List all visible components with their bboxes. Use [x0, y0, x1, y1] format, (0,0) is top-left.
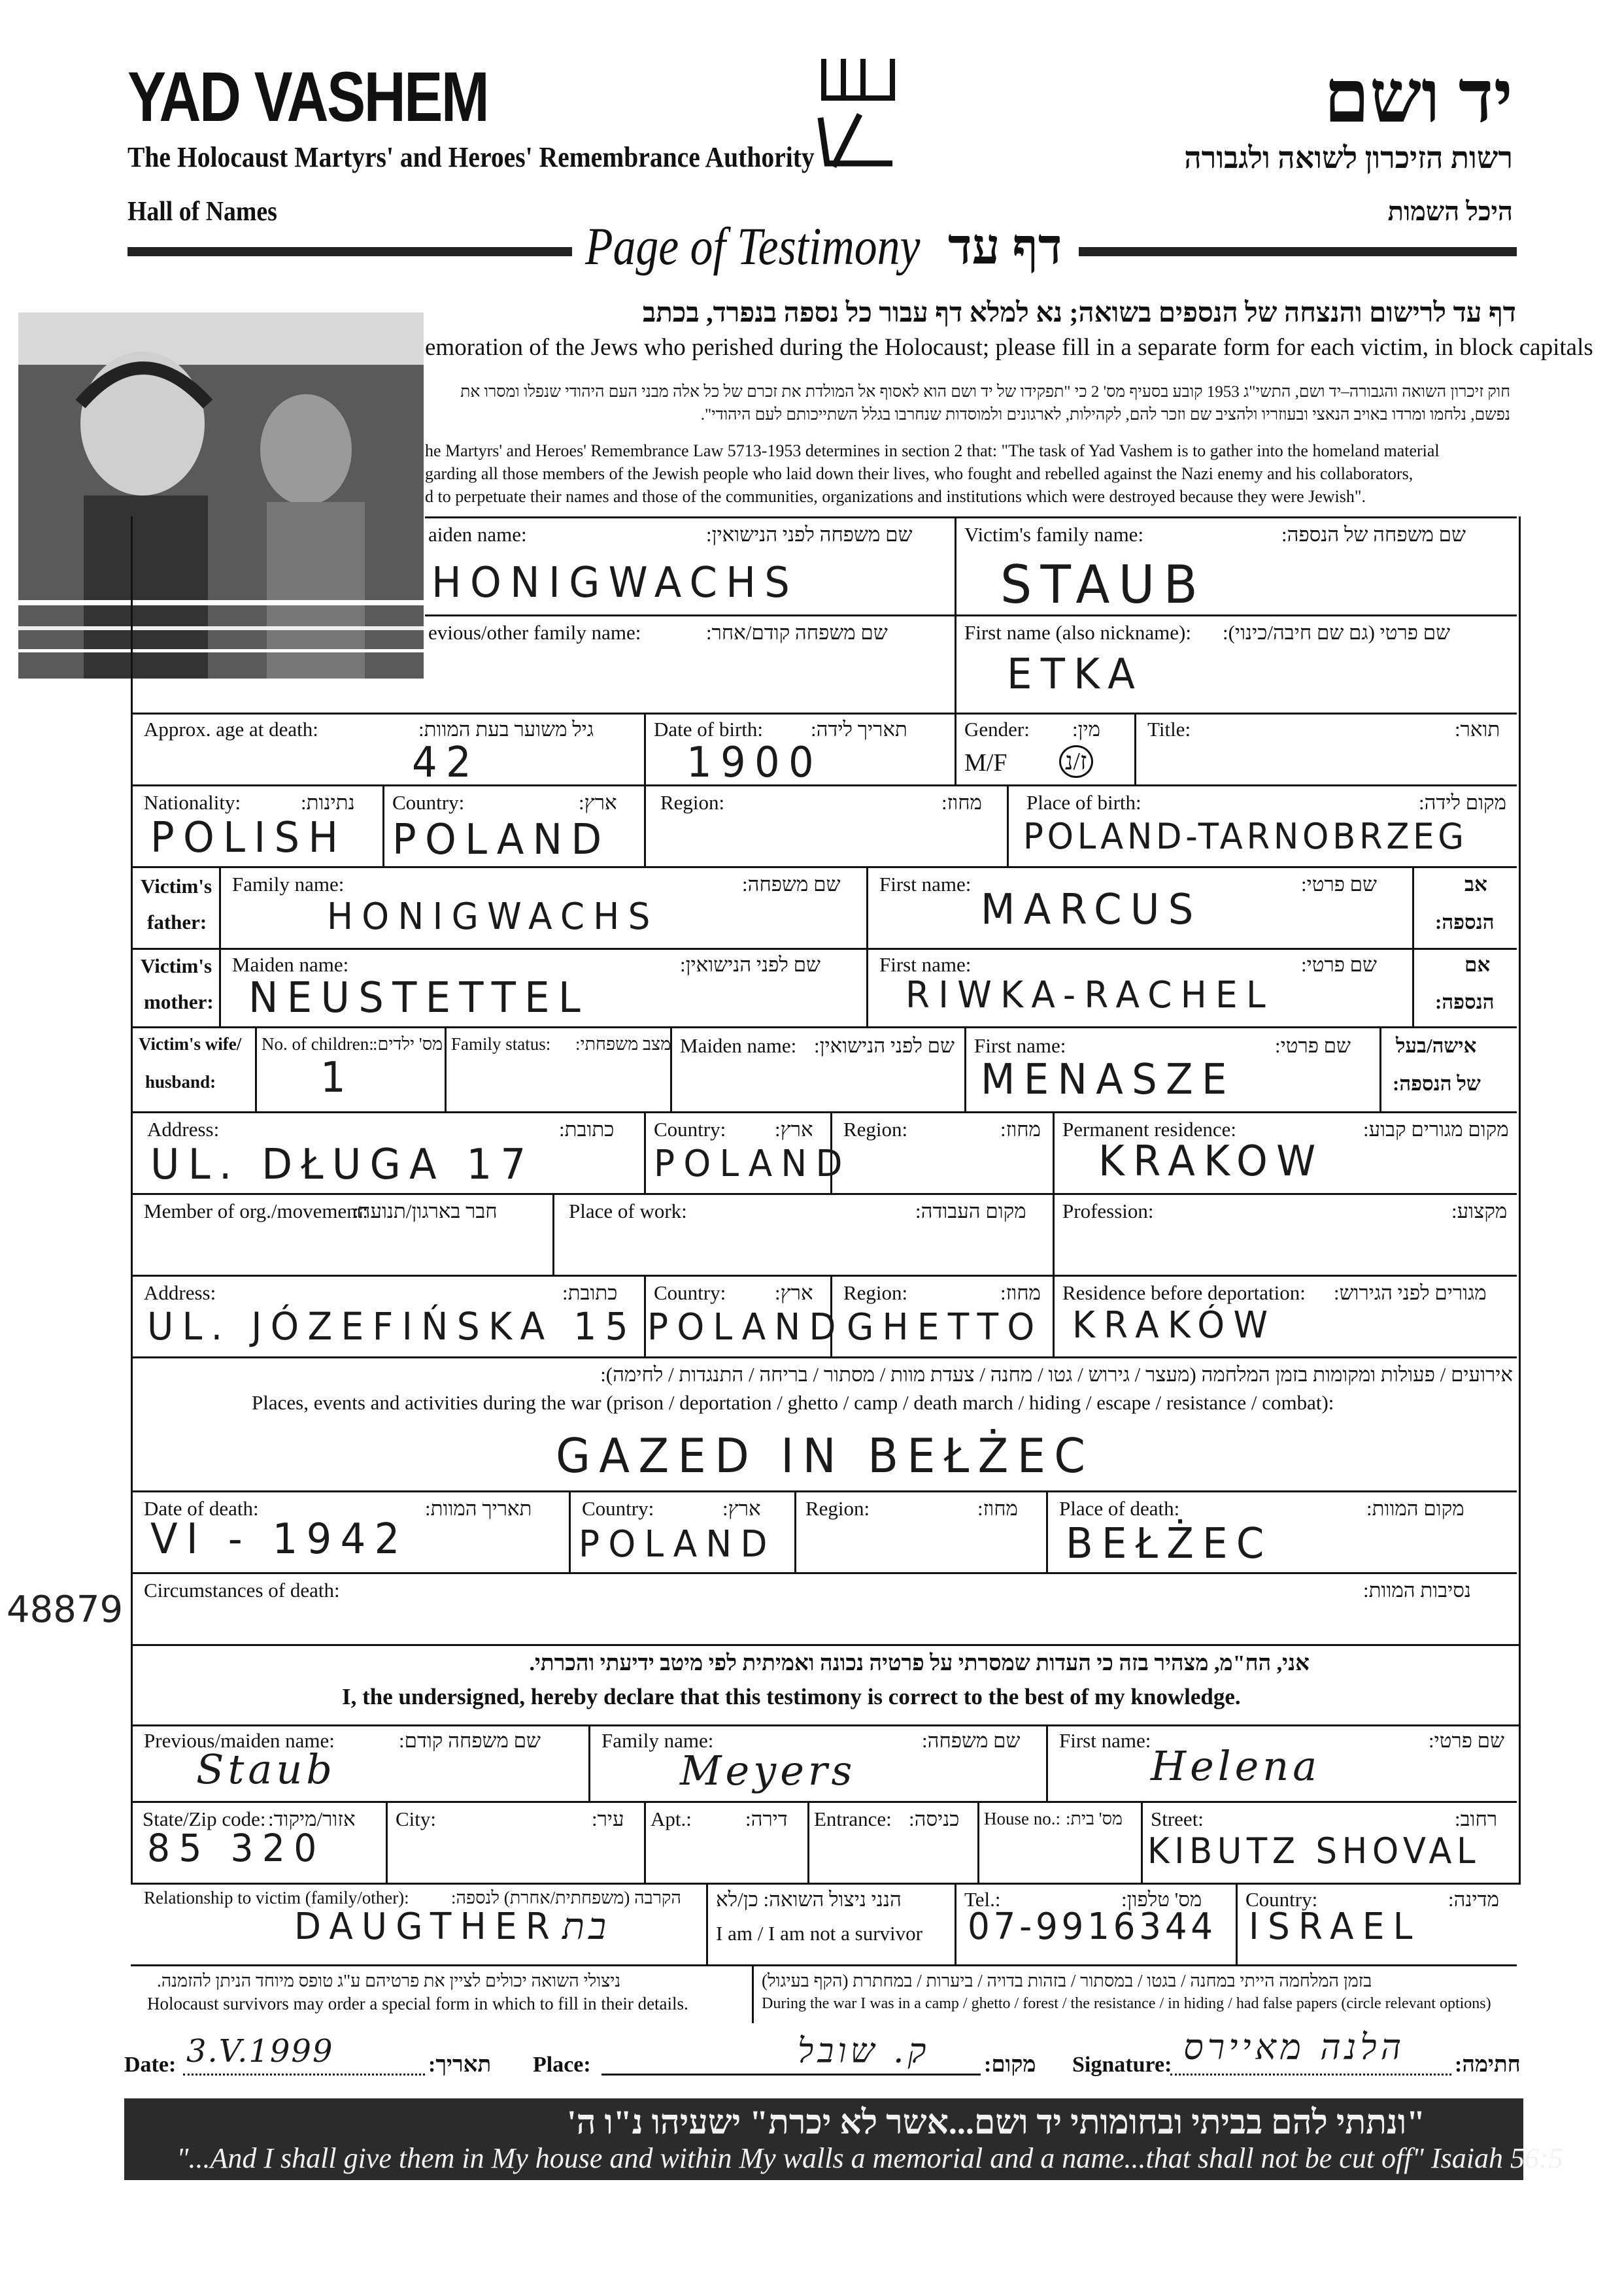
- value-events: GAZED IN BEŁŻEC: [556, 1428, 1094, 1483]
- label-gender-hebrew: מין:: [1072, 718, 1101, 741]
- value-signature: הלנה מאיירס: [1183, 2026, 1406, 2068]
- label-date-of-death-hebrew: תאריך המוות:: [425, 1497, 532, 1520]
- label-address-country-hebrew: ארץ:: [775, 1118, 813, 1141]
- value-place: ק. שובל: [798, 2032, 930, 2071]
- value-nationality: POLISH: [150, 814, 347, 862]
- label-father-first: First name:: [879, 873, 972, 896]
- label-previous-name: evious/other family name:: [428, 621, 641, 644]
- date-line: [183, 2074, 425, 2076]
- value-submitter-family: Meyers: [680, 1747, 856, 1794]
- label-signature-hebrew: חתימה:: [1455, 2053, 1521, 2077]
- col-line: [794, 1490, 796, 1572]
- label-mother-hebrew-1: אם: [1464, 953, 1491, 976]
- label-dep-address: Address:: [144, 1281, 216, 1304]
- label-date: Date:: [124, 2053, 177, 2077]
- label-street-hebrew: רחוב:: [1455, 1807, 1498, 1830]
- label-relationship-hebrew: הקרבה (משפחתית/אחרת) לנספה:: [451, 1888, 681, 1908]
- col-line: [219, 866, 221, 1026]
- label-special-form-hebrew: ניצולי השואה יכולים לציין את פרטיהם ע"ג טופס מיוחד הניתן להזמנה.: [157, 1971, 621, 1991]
- value-first-name: ETKA: [1007, 650, 1144, 699]
- label-survivor-hebrew: הנני ניצול השואה: כן/לא: [716, 1888, 902, 1911]
- label-mother-maiden: Maiden name:: [232, 953, 349, 976]
- value-submitter-country: ISRAEL: [1249, 1906, 1421, 1948]
- label-place: Place:: [533, 2053, 591, 2077]
- label-title-hebrew: תואר:: [1455, 718, 1500, 741]
- label-father-hebrew-2: הנספה:: [1435, 911, 1495, 933]
- col-line: [644, 1111, 646, 1193]
- gender-options-hebrew: ז/נ: [1059, 745, 1093, 778]
- label-relationship: Relationship to victim (family/other):: [144, 1888, 409, 1908]
- col-line: [1053, 1193, 1055, 1275]
- label-region: Region:: [660, 791, 725, 814]
- label-victims-father-2: father:: [147, 911, 207, 933]
- margin-archive-number: 48879: [7, 1588, 124, 1631]
- label-submitter-first-hebrew: שם פרטי:: [1429, 1729, 1504, 1752]
- label-victims-mother-2: mother:: [144, 990, 214, 1013]
- footer-quote-hebrew: "ונתתי להם בביתי ובחומותי יד ושם...אשר לא יכרת" ישעיהו נ"ו ה': [567, 2104, 1425, 2142]
- label-signature: Signature:: [1072, 2053, 1172, 2077]
- value-age: 42: [412, 739, 480, 787]
- label-nationality: Nationality:: [144, 791, 241, 814]
- gender-options: M/F: [964, 749, 1007, 777]
- label-victims-mother-1: Victim's: [141, 954, 212, 977]
- label-profession: Profession:: [1062, 1200, 1154, 1222]
- declaration-box: [131, 1644, 1521, 1726]
- label-spouse-maiden: Maiden name:: [680, 1034, 797, 1057]
- label-apt-hebrew: דירה:: [745, 1807, 788, 1830]
- label-place-of-death-hebrew: מקום המוות:: [1366, 1497, 1464, 1520]
- label-house-no: House no.:: [984, 1809, 1060, 1828]
- label-date-of-death: Date of death:: [144, 1497, 259, 1520]
- place-line: [601, 2074, 981, 2076]
- value-tel: 07-9916344: [968, 1906, 1217, 1948]
- value-submitter-first: Helena: [1151, 1742, 1321, 1790]
- row-line: [131, 1356, 1517, 1358]
- col-line: [386, 1801, 388, 1883]
- col-line: [977, 1801, 979, 1883]
- row-line: [131, 713, 1517, 714]
- label-dob-hebrew: תאריך לידה:: [811, 718, 907, 741]
- row-line: [425, 516, 1517, 518]
- col-line: [445, 1026, 447, 1111]
- label-dep-country: Country:: [654, 1281, 726, 1304]
- label-special-form: Holocaust survivors may order a special form in which to fill in their details.: [147, 1994, 688, 2013]
- col-line: [1007, 784, 1009, 866]
- col-line: [955, 516, 956, 713]
- col-line: [1141, 1801, 1143, 1883]
- value-submitter-previous: Staub: [196, 1745, 336, 1793]
- value-street: KIBUTZ SHOVAL: [1147, 1830, 1481, 1872]
- label-member-hebrew: חבר בארגון/תנועה:: [353, 1200, 498, 1222]
- brand-subtitle: The Holocaust Martyrs' and Heroes' Remembrance Authority: [127, 141, 815, 173]
- value-date-of-death: VI - 1942: [150, 1515, 409, 1564]
- value-relationship: DAUGTHER: [294, 1906, 559, 1948]
- footer-quote-banner: [124, 2098, 1563, 2180]
- label-date-hebrew: תאריך:: [428, 2053, 492, 2077]
- label-death-country: Country:: [582, 1497, 654, 1520]
- value-death-country: POLAND: [579, 1523, 776, 1566]
- label-during-war: During the war I was in a camp / ghetto / forest / the resistance / in hiding / had false papers (circle relevant options): [762, 1995, 1491, 2012]
- label-submitter-country-hebrew: מדינה:: [1448, 1888, 1499, 1911]
- label-place-of-death: Place of death:: [1059, 1497, 1180, 1520]
- label-mother-maiden-hebrew: שם לפני הנישואין:: [680, 953, 820, 976]
- label-husband: husband:: [145, 1072, 216, 1092]
- col-line: [1412, 866, 1414, 1026]
- label-spouse-first: First name:: [974, 1034, 1066, 1057]
- col-line: [955, 713, 956, 784]
- value-birth-country: POLAND: [392, 816, 611, 864]
- row-line: [131, 1193, 1517, 1195]
- label-entrance: Entrance:: [814, 1807, 892, 1830]
- label-zip: State/Zip code:: [143, 1807, 266, 1830]
- label-family-name: Victim's family name:: [964, 523, 1144, 546]
- label-place-of-birth-hebrew: מקום לידה:: [1419, 791, 1506, 814]
- label-father-family: Family name:: [232, 873, 345, 896]
- col-line: [1379, 1026, 1381, 1111]
- label-place-of-work: Place of work:: [569, 1200, 687, 1222]
- label-age: Approx. age at death:: [144, 718, 318, 741]
- label-father-first-hebrew: שם פרטי:: [1301, 873, 1377, 896]
- label-submitter-country: Country:: [1245, 1888, 1318, 1911]
- label-address-region: Region:: [843, 1118, 908, 1141]
- col-line: [382, 784, 384, 866]
- label-permanent-residence-hebrew: מקום מגורים קבוע:: [1363, 1118, 1509, 1141]
- label-submitter-first: First name:: [1059, 1729, 1151, 1752]
- label-residence-before-deportation-hebrew: מגורים לפני הגירוש:: [1334, 1281, 1487, 1304]
- row-line: [425, 614, 1517, 616]
- label-dep-address-hebrew: כתובת:: [562, 1281, 618, 1304]
- value-mother-maiden: NEUSTETTEL: [248, 974, 590, 1022]
- label-family-name-hebrew: שם משפחה של הנספה:: [1281, 523, 1466, 546]
- label-entrance-hebrew: כניסה:: [909, 1807, 960, 1830]
- label-family-status: Family status:: [451, 1034, 551, 1054]
- brand-subtitle-hebrew: רשות הזיכרון לשואה ולגבורה: [1184, 141, 1513, 175]
- label-gender: Gender:: [964, 718, 1030, 741]
- yad-vashem-logo-icon: [814, 52, 905, 176]
- label-submitter-previous-hebrew: שם משפחה קודם:: [399, 1729, 541, 1752]
- label-address-region-hebrew: מחוז:: [1000, 1118, 1041, 1141]
- label-residence-before-deportation: Residence before deportation:: [1062, 1281, 1306, 1304]
- row-line: [131, 866, 1517, 868]
- value-dob: 1900: [686, 739, 822, 787]
- value-zip: 85 320: [147, 1826, 326, 1870]
- page-title-hebrew: דף עד: [948, 220, 1062, 275]
- label-country: Country:: [392, 791, 465, 814]
- col-line: [644, 713, 646, 784]
- label-house-no-hebrew: מס' בית:: [1066, 1809, 1123, 1828]
- label-first-name: First name (also nickname):: [964, 621, 1191, 644]
- label-permanent-residence: Permanent residence:: [1062, 1118, 1236, 1141]
- col-line: [1053, 1275, 1055, 1356]
- instructions-hebrew: דף עד לרישום והנצחה של הנספים בשואה; נא למלא דף עבור כל נספה בנפרד, בכתב: [642, 298, 1516, 328]
- declaration-hebrew: אני, הח"מ, מצהיר בזה כי העדות שמסרתי על פרטיה נכונה ואמיתית לפי מיטב ידיעתי והכרתי.: [529, 1651, 1310, 1675]
- col-line: [569, 1490, 571, 1572]
- label-address-hebrew: כתובת:: [559, 1118, 615, 1141]
- label-dob: Date of birth:: [654, 718, 764, 741]
- col-line: [255, 1026, 257, 1111]
- row-line: [131, 1572, 1517, 1574]
- value-place-of-birth: POLAND-TARNOBRZEG: [1023, 816, 1468, 857]
- label-previous-name-hebrew: שם משפחה קודם/אחר:: [706, 621, 888, 644]
- label-submitter-previous: Previous/maiden name:: [144, 1729, 335, 1752]
- row-line: [131, 1026, 1517, 1028]
- col-line: [1053, 1111, 1055, 1193]
- label-country-hebrew: ארץ:: [579, 791, 617, 814]
- label-children: No. of children:: [262, 1034, 374, 1054]
- col-line: [955, 1883, 956, 1964]
- label-region-hebrew: מחוז:: [941, 791, 982, 814]
- label-circumstances: Circumstances of death:: [144, 1579, 340, 1602]
- label-death-region: Region:: [805, 1497, 870, 1520]
- hall-of-names-hebrew: היכל השמות: [1387, 197, 1513, 226]
- title-rule-right: [1079, 247, 1517, 256]
- label-first-name-hebrew: שם פרטי (גם שם חיבה/כינוי):: [1223, 621, 1451, 644]
- col-line: [552, 1193, 554, 1275]
- brand-title-hebrew: יד ושם: [1323, 57, 1513, 138]
- label-nationality-hebrew: נתינות:: [301, 791, 355, 814]
- value-children: 1: [320, 1054, 354, 1102]
- label-mother-first: First name:: [879, 953, 972, 976]
- label-maiden-hebrew: שם משפחה לפני הנישואין:: [706, 523, 913, 546]
- row-line: [131, 784, 1517, 786]
- label-city-hebrew: עיר:: [592, 1807, 624, 1830]
- label-submitter-family-hebrew: שם משפחה:: [922, 1729, 1021, 1752]
- label-wife-hebrew-1: אישה/בעל: [1396, 1034, 1477, 1057]
- value-mother-first: RIWKA-RACHEL: [905, 974, 1274, 1017]
- label-age-hebrew: גיל משוער בעת המוות:: [418, 718, 594, 741]
- col-line: [644, 784, 646, 866]
- label-events-hebrew: אירועים / פעולות ומקומות בזמן המלחמה (מעצר / גירוש / גטו / מחנה / צעדת מוות / מסתור / בריחה / התנגדות / לחימה):: [600, 1363, 1513, 1386]
- label-father-family-hebrew: שם משפחה:: [742, 873, 841, 896]
- row-line: [131, 1111, 1517, 1113]
- col-line: [1134, 713, 1136, 784]
- col-line: [807, 1801, 809, 1883]
- label-dep-country-hebrew: ארץ:: [775, 1281, 813, 1304]
- value-father-family: HONIGWACHS: [327, 896, 659, 938]
- label-death-region-hebrew: מחוז:: [977, 1497, 1018, 1520]
- col-line: [1236, 1883, 1238, 1964]
- value-family-name: STAUB: [1000, 554, 1207, 615]
- footer-quote-english: "...And I shall give them in My house and within My walls a memorial and a name...that shall not be cut off" Isaiah 56:5: [177, 2142, 1563, 2174]
- col-line: [644, 1275, 646, 1356]
- law-text-hebrew: חוק זיכרון השואה והגבורה–יד ושם, התשי"ג 1953 קובע בסעיף מס' 2 כי "תפקידו של יד ושם הוא לאסוף אל המולדת את זכרם של כל אלה מבני העם היהודי שנפלו ומסרו את נפשם, נלחמו ומרדו באויב הנאצי ובעוזריו ולהציב שם וזכר להם, לקהילות, לארגונים ולמוסדות שנחרבו בגלל השתייכותם לעם היהודי".: [460, 383, 1510, 424]
- label-spouse-first-hebrew: שם פרטי:: [1275, 1034, 1351, 1057]
- row-line: [131, 1801, 1517, 1803]
- label-children-hebrew: מס' ילדים:: [373, 1034, 443, 1054]
- label-tel: Tel.:: [964, 1888, 1001, 1911]
- value-dep-address: UL. JÓZEFIŃSKA 15: [147, 1304, 637, 1349]
- value-relationship-hebrew: בת: [562, 1906, 611, 1948]
- label-family-status-hebrew: מצב משפחתי:: [575, 1034, 671, 1054]
- label-dep-region-hebrew: מחוז:: [1000, 1281, 1041, 1304]
- label-father-hebrew-1: אב: [1464, 873, 1487, 896]
- value-father-first: MARCUS: [981, 886, 1202, 934]
- label-victims-wife: Victim's wife/: [139, 1034, 242, 1054]
- row-line: [131, 948, 1517, 950]
- col-line: [588, 1723, 590, 1801]
- label-during-war-hebrew: בזמן המלחמה הייתי במחנה / בגטו / במסתור / בזהות בדויה / ביערות / במחתרת (הקף בעיגול): [762, 1971, 1372, 1991]
- label-victims-father-1: Victim's: [141, 875, 212, 898]
- col-line: [1046, 1490, 1048, 1572]
- row-line: [131, 1490, 1517, 1492]
- label-zip-hebrew: אזור/מיקוד:: [268, 1807, 356, 1830]
- label-place-hebrew: מקום:: [984, 2053, 1036, 2077]
- row-line: [131, 1275, 1517, 1277]
- label-spouse-maiden-hebrew: שם לפני הנישואין:: [814, 1034, 955, 1057]
- title-rule-left: [127, 247, 572, 256]
- page-title: Page of Testimony: [585, 216, 921, 276]
- label-circumstances-hebrew: נסיבות המוות:: [1363, 1579, 1471, 1602]
- row-line: [131, 1883, 1517, 1885]
- value-address: UL. DŁUGA 17: [150, 1141, 535, 1189]
- label-dep-region: Region:: [843, 1281, 908, 1304]
- label-street: Street:: [1151, 1807, 1204, 1830]
- col-line: [866, 866, 868, 1026]
- label-submitter-family: Family name:: [601, 1729, 714, 1752]
- law-text-english: he Martyrs' and Heroes' Remembrance Law 5713-1953 determines in section 2 that: "The task of Yad Vashem is to gather into the homeland material garding all those members of the Jewish people who laid down their lives, who fought and rebelled against the Nazi enemy and his collaborators, d to perpetuate their names and those of the communities, organizations and institutions which were destroyed because they were Jewish".: [425, 441, 1440, 506]
- col-line: [964, 1026, 966, 1111]
- label-address-country: Country:: [654, 1118, 726, 1141]
- label-mother-hebrew-2: הנספה:: [1435, 990, 1495, 1013]
- label-apt: Apt.:: [651, 1807, 692, 1830]
- row-line: [131, 1964, 1517, 1966]
- declaration-english: I, the undersigned, hereby declare that this testimony is correct to the best of my knowledge.: [342, 1684, 1241, 1709]
- label-tel-hebrew: מס' טלפון:: [1121, 1888, 1202, 1911]
- col-line: [752, 1964, 754, 2023]
- label-member: Member of org./movement:: [144, 1200, 368, 1222]
- label-profession-hebrew: מקצוע:: [1451, 1200, 1508, 1222]
- label-maiden: aiden name:: [428, 523, 527, 546]
- col-line: [706, 1883, 708, 1964]
- hall-of-names: Hall of Names: [127, 197, 277, 227]
- label-wife-hebrew-2: של הנספה:: [1393, 1072, 1481, 1095]
- value-date: 3.V.1999: [186, 2033, 334, 2070]
- brand-title: YAD VASHEM: [127, 57, 488, 136]
- col-line: [644, 1801, 646, 1883]
- label-address: Address:: [147, 1118, 220, 1141]
- value-place-of-death: BEŁŻEC: [1066, 1520, 1273, 1568]
- value-residence-before-deportation: KRAKÓW: [1072, 1304, 1277, 1347]
- instructions-english: emoration of the Jews who perished during the Holocaust; please fill in a separate form for each victim, in block capitals: [425, 334, 1593, 361]
- value-dep-country: POLAND: [647, 1306, 845, 1349]
- label-place-of-birth: Place of birth:: [1026, 791, 1142, 814]
- label-mother-first-hebrew: שם פרטי:: [1301, 953, 1377, 976]
- label-place-of-work-hebrew: מקום העבודה:: [915, 1200, 1026, 1222]
- value-permanent-residence: KRAKOW: [1098, 1137, 1325, 1186]
- value-husband-first: MENASZE: [981, 1056, 1236, 1104]
- value-maiden-name: HONIGWACHS: [431, 559, 799, 607]
- label-survivor: I am / I am not a survivor: [716, 1922, 922, 1945]
- col-line: [1046, 1723, 1048, 1801]
- label-city: City:: [396, 1807, 437, 1830]
- label-title: Title:: [1147, 718, 1191, 741]
- value-address-country: POLAND: [654, 1143, 851, 1185]
- signature-line: [1170, 2074, 1451, 2076]
- label-death-country-hebrew: ארץ:: [722, 1497, 761, 1520]
- label-events: Places, events and activities during the war (prison / deportation / ghetto / camp / death march / hiding / escape / resistance / combat):: [252, 1391, 1334, 1414]
- value-dep-region: GHETTO: [847, 1306, 1043, 1349]
